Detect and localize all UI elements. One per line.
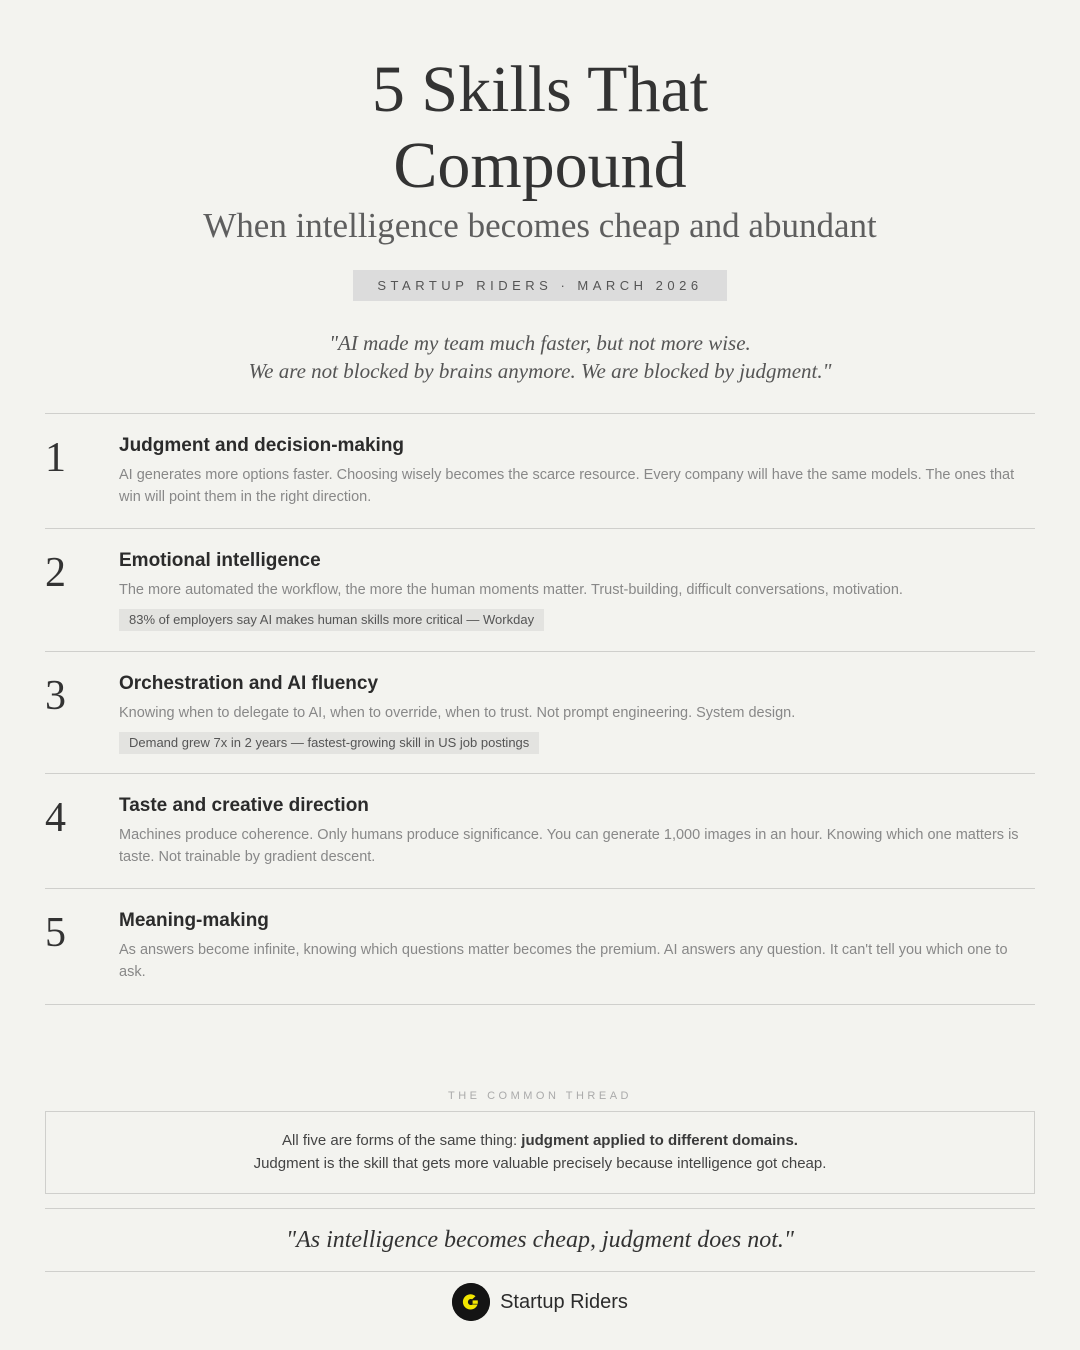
page-subtitle: When intelligence becomes cheap and abundant bbox=[203, 206, 877, 245]
skill-stat-badge: 83% of employers say AI makes human skills more critical — Workday bbox=[119, 609, 544, 631]
divider bbox=[45, 1271, 1035, 1272]
intro-quote-line-1: "AI made my team much faster, but not more wise. bbox=[329, 331, 751, 355]
startup-riders-logo-icon bbox=[452, 1283, 490, 1321]
brand-lockup bbox=[452, 1282, 628, 1322]
common-thread-prefix: All five are forms of the same thing: bbox=[282, 1132, 522, 1149]
title-line-2: Compound bbox=[393, 129, 687, 202]
skill-title: Judgment and decision-making bbox=[119, 435, 405, 456]
common-thread-text bbox=[46, 1129, 1034, 1175]
divider bbox=[45, 651, 1035, 652]
skill-description: Machines produce coherence. Only humans produce significance. You can generate 1,000 images in an hour. Knowing which one matters is taste. Not trainable by gradient descent. bbox=[119, 827, 1019, 865]
common-thread-line-2: Judgment is the skill that gets more valuable precisely because intelligence got cheap. bbox=[253, 1155, 827, 1172]
common-thread-line-1 bbox=[46, 1129, 1034, 1152]
skill-title: Emotional intelligence bbox=[119, 550, 321, 571]
closing-quote: "As intelligence becomes cheap, judgment does not." bbox=[285, 1227, 795, 1253]
divider bbox=[45, 1004, 1035, 1005]
divider bbox=[45, 888, 1035, 889]
skill-description: The more automated the workflow, the more the human moments matter. Trust-building, difficult conversations, motivation. bbox=[119, 582, 903, 598]
skill-stat-badge: Demand grew 7x in 2 years — fastest-growing skill in US job postings bbox=[119, 732, 539, 754]
skill-body bbox=[119, 549, 1029, 631]
skill-title: Meaning-making bbox=[119, 910, 269, 931]
skill-body bbox=[119, 909, 1029, 983]
common-thread-box bbox=[45, 1111, 1035, 1194]
skill-title: Orchestration and AI fluency bbox=[119, 673, 379, 694]
common-thread-label: THE COMMON THREAD bbox=[448, 1090, 632, 1102]
skill-body bbox=[119, 672, 1029, 754]
skill-number: 5 bbox=[45, 910, 66, 956]
skill-number: 4 bbox=[45, 795, 66, 841]
brand-footer bbox=[45, 1282, 1035, 1322]
skill-number: 1 bbox=[45, 435, 66, 481]
skill-description: AI generates more options faster. Choosing wisely becomes the scarce resource. Every company will have the same models. The ones that win will point them in the right direction. bbox=[119, 467, 1015, 505]
skill-number: 3 bbox=[45, 673, 66, 719]
byline-container bbox=[45, 270, 1035, 301]
page-title bbox=[45, 52, 1035, 204]
intro-quote bbox=[45, 329, 1035, 385]
skill-description: Knowing when to delegate to AI, when to override, when to trust. Not prompt engineering. System design. bbox=[119, 705, 796, 721]
title-line-1: 5 Skills That bbox=[371, 53, 709, 126]
skill-body bbox=[119, 794, 1029, 868]
skill-description: As answers become infinite, knowing which questions matter becomes the premium. AI answers any question. It can't tell you which one to ask. bbox=[119, 942, 1008, 980]
intro-quote-line-2: We are not blocked by brains anymore. We are blocked by judgment." bbox=[248, 359, 832, 383]
logo-glyph-icon bbox=[452, 1283, 490, 1321]
skill-title: Taste and creative direction bbox=[119, 795, 369, 816]
skill-number: 2 bbox=[45, 550, 66, 596]
divider bbox=[45, 413, 1035, 414]
common-thread-emphasis: judgment applied to different domains. bbox=[521, 1132, 798, 1149]
byline-badge: STARTUP RIDERS · MARCH 2026 bbox=[353, 270, 726, 301]
infographic-page bbox=[45, 0, 1035, 1350]
skill-body bbox=[119, 434, 1029, 508]
divider bbox=[45, 1208, 1035, 1209]
brand-name: Startup Riders bbox=[500, 1291, 628, 1313]
divider bbox=[45, 773, 1035, 774]
divider bbox=[45, 528, 1035, 529]
